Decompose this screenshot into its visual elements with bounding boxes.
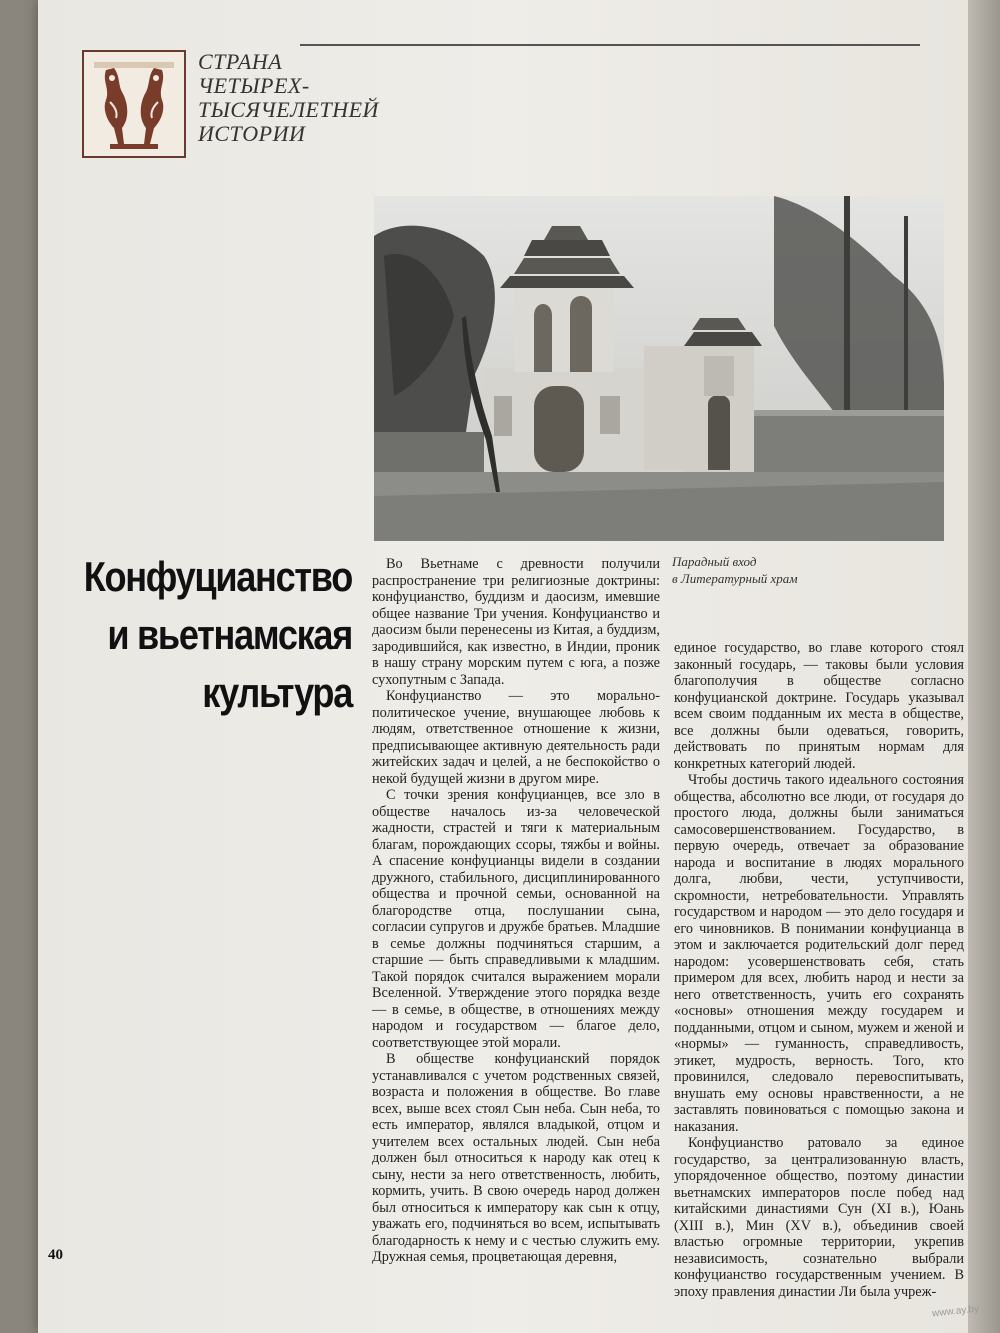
paragraph: С точки зрения конфуцианцев, все зло в обществе началось из-за человеческой жадности, страстей и тяги к материальным благам, порождающих ссоры, тяжбы и войны. А спасение конфуцианцы видели в создании дружного, стабильного, дисциплинированного общества и прочной семьи, основанной на благородстве отца, послушании сына, согласии супругов и дружбе братьев. Младшие в семье должны подчиняться старшим, а старшие — быть справедливыми к младшим. Такой порядок считался выражением морали Вселенной. Утверждение этого порядка везде — в семье, в обществе, в отношениях между народом и государством — благое дело, соответствующее этой морали. xyxy=(372,787,660,1051)
headline-line: культура xyxy=(202,669,352,716)
series-title-line: ЧЕТЫРЕХ- xyxy=(198,73,310,98)
paragraph: Чтобы достичь такого идеального состояния общества, абсолютно все люди, от государя до простого люда, должны были заниматься самосовершенствованием. Государство, в первую очередь, отвечает за образование народа и воспитание в людях морального долга, любви, чести, уступчивости, скромности, нетребовательности. Управлять государством и народом — это дело государя и его чиновников. В понимании конфуцианца в этом и заключается родительский долг перед народом: усовершенствовать себя, стать примером для всех, любить народ и нести за него ответственность, учить его сохранять «основы» отношения между государем и подданными, отцом и сыном, мужем и женой и «нормы» — гуманность, справедливость, этикет, мудрость, верность. Того, кто провинился, следовало перевоспитывать, внушать ему основы нравственности, а не заставлять повиноваться с помощью закона и наказания. xyxy=(674,772,964,1135)
headline-line: и вьетнамская xyxy=(107,611,353,658)
birds-emblem-icon xyxy=(84,52,184,156)
temple-gate-image xyxy=(374,196,944,541)
temple-gate-photo xyxy=(374,196,944,541)
watermark: www.ay.by xyxy=(931,1303,980,1320)
paragraph: Конфуцианство ратовало за единое государство, за централизованную власть, упорядоченное общество, поэтому династии вьетнамских императоров после побед над китайскими династиями Сун (XI в.), Юань (XIII в.), Мин (XV в.), объединив своей властью огромные территории, укрепив независимость, сознательно выбрали конфуцианство государственным учением. В эпоху правления династии Ли была учреж- xyxy=(674,1135,964,1300)
caption-line: Парадный вход xyxy=(672,554,757,569)
article-column-1 xyxy=(372,556,660,1266)
paragraph: В обществе конфуцианский порядок устанавливался с учетом родственных связей, возраста и положения в обществе. Во главе всех, выше всех стоял Сын неба. Сын неба, то есть император, являлся владыкой, отцом и учителем всех остальных людей. Сын неба должен был относиться к народу как отец к сыну, нести за него ответственность, любить, кормить, учить. В свою очередь народ должен был относиться к императору как сын к отцу, уважать его, подчиняться во всем, испытывать благодарность к нему и с честью служить ему. Дружная семья, процветающая деревня, xyxy=(372,1051,660,1265)
photo-caption xyxy=(672,553,912,587)
page-edge xyxy=(968,0,1000,1333)
page-number: 40 xyxy=(48,1247,63,1263)
series-title-line: ТЫСЯЧЕЛЕТНЕЙ xyxy=(198,97,379,122)
paragraph: Конфуцианство — это морально-политическое учение, внушающее любовь к людям, ответственное отношение к жизни, предписывающее активную деятельность ради житейских задач и целей, а не беспокойство о некой будущей жизни в другом мире. xyxy=(372,688,660,787)
series-title-line: СТРАНА xyxy=(198,49,283,74)
header-rule xyxy=(300,44,920,46)
series-title xyxy=(198,50,438,146)
series-logo xyxy=(82,50,186,158)
caption-line: в Литературный храм xyxy=(672,571,798,586)
paragraph: Во Вьетнаме с древности получили распространение три религиозные доктрины: конфуцианство, буддизм и даосизм, имевшие общее название Три учения. Конфуцианство и даосизм были перенесены из Китая, а буддизм, зародившийся, как известно, в Индии, проник в нашу страну морским путем с юга, а позже сухопутным с Запада. xyxy=(372,556,660,688)
headline-line: Конфуцианство xyxy=(83,553,353,600)
article-headline xyxy=(84,548,352,722)
series-title-line: ИСТОРИИ xyxy=(198,121,306,146)
paragraph: единое государство, во главе которого стоял законный государь, — таковы были условия благополучия в обществе согласно конфуцианской доктрине. Государь указывал всем своим подданным их места в обществе, все должны были одеваться, говорить, действовать по принятым нормам для конкретных категорий людей. xyxy=(674,640,964,772)
article-column-2 xyxy=(674,640,964,1300)
